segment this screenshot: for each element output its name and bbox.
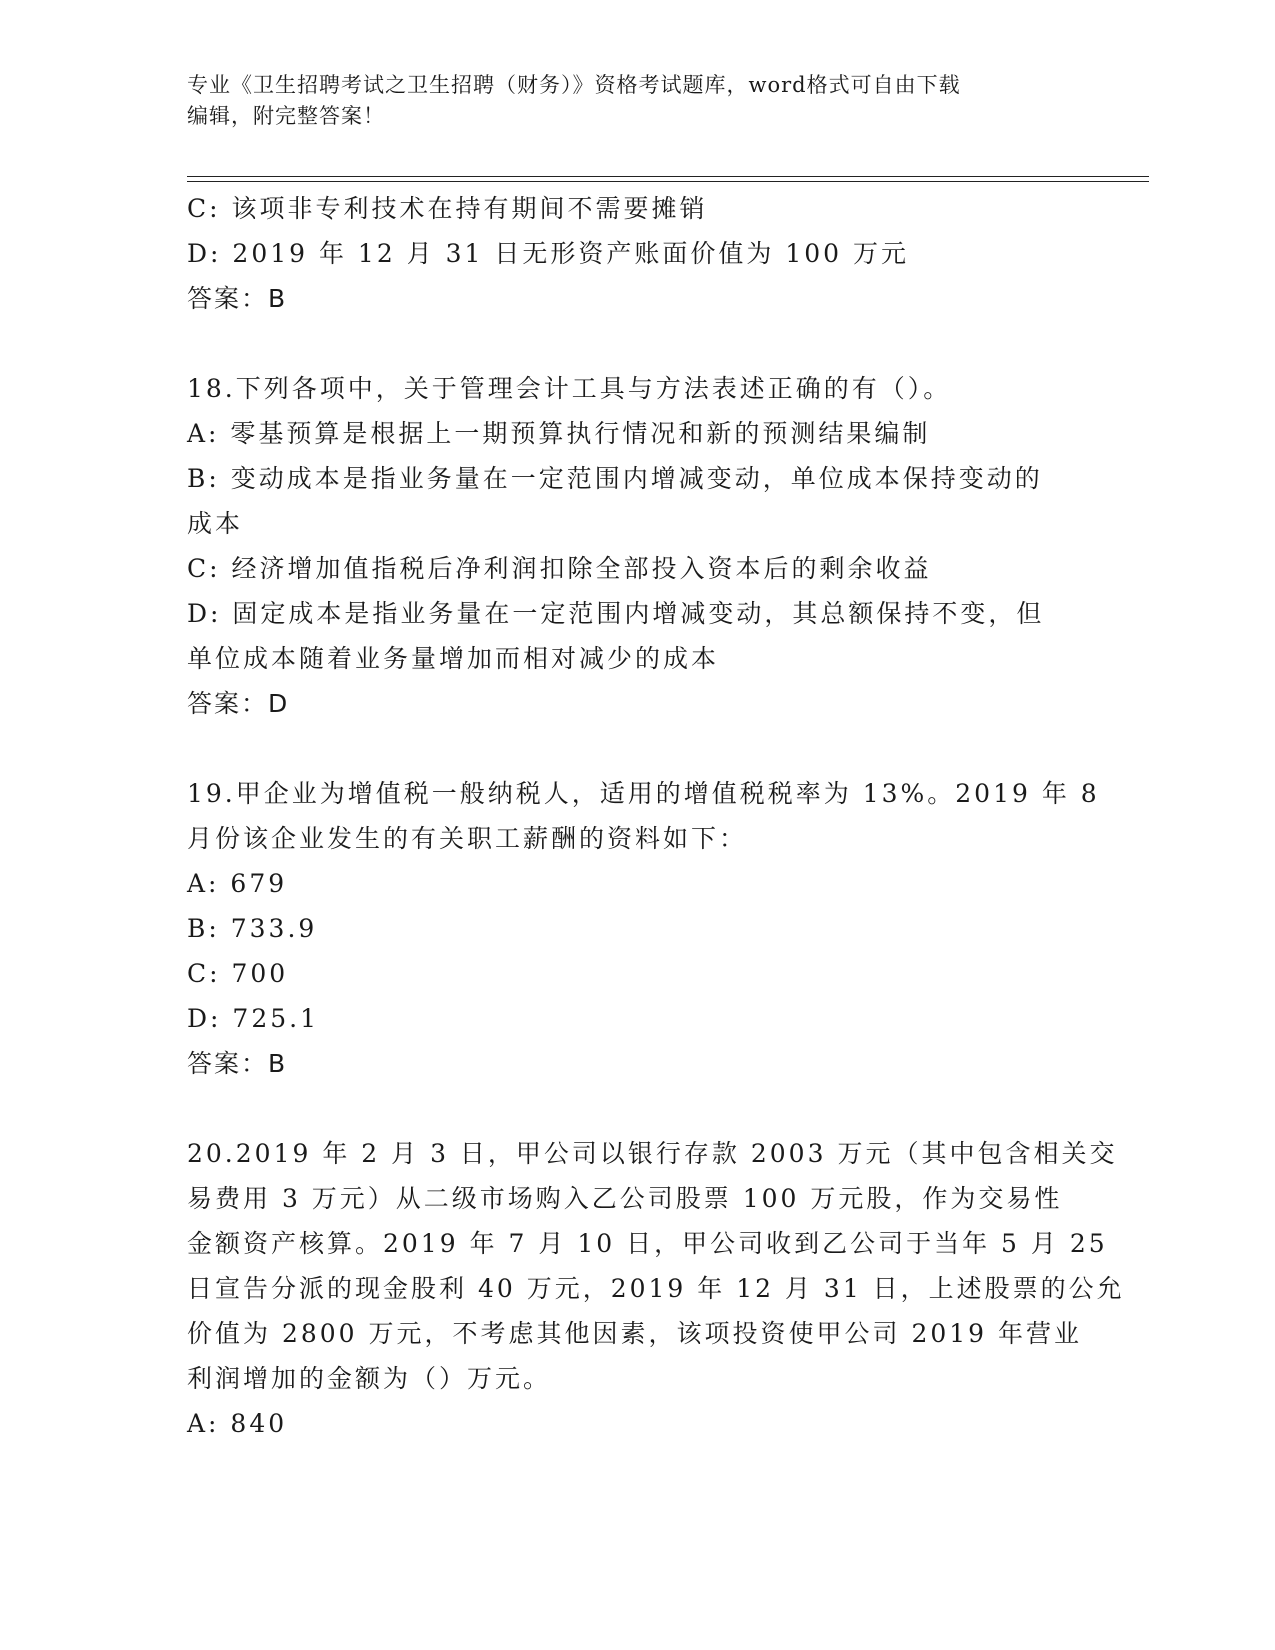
header-line-2: 编辑，附完整答案！	[187, 104, 385, 128]
q19-option-d: D: 725.1	[187, 1004, 319, 1033]
question-18	[187, 366, 1077, 726]
q20-stem-line-4: 日宣告分派的现金股利 40 万元，2019 年 12 月 31 日，上述股票的公允	[187, 1274, 1125, 1303]
q18-option-b-line-2: 成本	[187, 509, 244, 538]
question-20	[187, 1131, 1125, 1446]
q18-option-b-line-1: B: 变动成本是指业务量在一定范围内增减变动，单位成本保持变动的	[187, 464, 1043, 493]
q19-answer: 答案：B	[187, 1049, 288, 1078]
q17-answer: 答案：B	[187, 284, 288, 313]
q19-option-c: C: 700	[187, 959, 289, 988]
document-header	[187, 70, 1087, 132]
q18-option-a: A: 零基预算是根据上一期预算执行情况和新的预测结果编制	[187, 419, 931, 448]
header-line-1: 专业《卫生招聘考试之卫生招聘（财务）》资格考试题库，word格式可自由下载	[187, 73, 961, 97]
header-divider-bottom	[187, 181, 1149, 182]
header-divider-top	[187, 176, 1149, 177]
spacer	[187, 1086, 1077, 1131]
spacer	[187, 321, 1077, 366]
q18-stem: 18.下列各项中，关于管理会计工具与方法表述正确的有（）。	[187, 374, 952, 403]
question-19	[187, 771, 1100, 1086]
q20-stem-line-3: 金额资产核算。2019 年 7 月 10 日，甲公司收到乙公司于当年 5 月 25	[187, 1229, 1108, 1258]
q19-stem-line-2: 月份该企业发生的有关职工薪酬的资料如下：	[187, 824, 748, 853]
question-17-tail	[187, 186, 1077, 321]
q19-stem-line-1: 19.甲企业为增值税一般纳税人，适用的增值税税率为 13%。2019 年 8	[187, 779, 1100, 808]
spacer	[187, 726, 1077, 771]
q17-option-d: D: 2019 年 12 月 31 日无形资产账面价值为 100 万元	[187, 239, 910, 268]
question-list	[187, 186, 1125, 1446]
q17-option-c: C: 该项非专利技术在持有期间不需要摊销	[187, 194, 708, 223]
q20-stem-line-1: 20.2019 年 2 月 3 日，甲公司以银行存款 2003 万元（其中包含相关交	[187, 1139, 1118, 1168]
q19-option-b: B: 733.9	[187, 914, 318, 943]
q18-option-c: C: 经济增加值指税后净利润扣除全部投入资本后的剩余收益	[187, 554, 932, 583]
q20-stem-line-2: 易费用 3 万元）从二级市场购入乙公司股票 100 万元股，作为交易性	[187, 1184, 1063, 1213]
q20-option-a: A: 840	[187, 1409, 288, 1438]
q20-stem-line-5: 价值为 2800 万元，不考虑其他因素，该项投资使甲公司 2019 年营业	[187, 1319, 1083, 1348]
q18-option-d-line-1: D: 固定成本是指业务量在一定范围内增减变动，其总额保持不变，但	[187, 599, 1045, 628]
q18-answer: 答案：D	[187, 689, 290, 718]
q20-stem-line-6: 利润增加的金额为（）万元。	[187, 1364, 552, 1393]
q19-option-a: A: 679	[187, 869, 288, 898]
q18-option-d-line-2: 单位成本随着业务量增加而相对减少的成本	[187, 644, 720, 673]
